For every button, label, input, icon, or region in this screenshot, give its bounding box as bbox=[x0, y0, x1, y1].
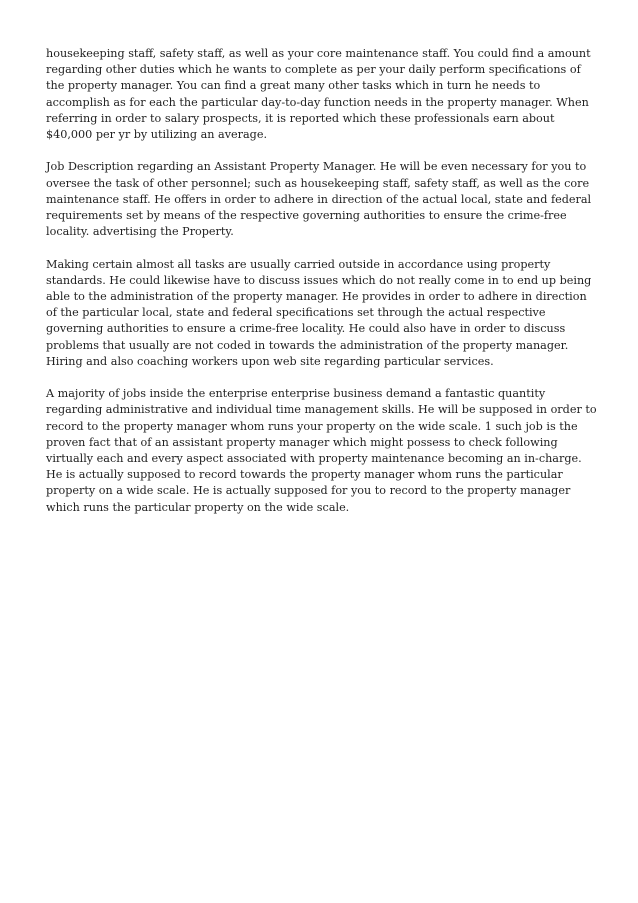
paragraph-1: housekeeping staff, safety staff, as well as your core maintenance staff. You could find a amount regarding other duties which he wants to complete as per your daily perform specifications of the property manager. You can find a great many other tasks which in turn he needs to accomplish as for each the particular day-to-day function needs in the property manager. When referring in order to salary prospects, it is reported which these professionals earn about $40,000 per yr by utilizing an average. bbox=[46, 47, 591, 142]
paragraph-4: A majority of jobs inside the enterprise enterprise business demand a fantastic quantity regarding administrative and individual time management skills. He will be supposed in order to record to the property manager whom runs your property on the wide scale. 1 such job is the proven fact that of an assistant property manager which might possess to check following virtually each and every aspect associated with property maintenance becoming an in-charge. He is actually supposed to record towards the property manager whom runs the particular property on a wide scale. He is actually supposed for you to record to the property manager which runs the particular property on the wide scale. bbox=[46, 387, 597, 514]
document-page bbox=[46, 46, 598, 532]
paragraph-2: Job Description regarding an Assistant Property Manager. He will be even necessary for you to oversee the task of other personnel; such as housekeeping staff, safety staff, as well as the core maintenance staff. He offers in order to adhere in direction of the actual local, state and federal requirements set by means of the respective governing authorities to ensure the crime-free locality. advertising the Property. bbox=[46, 160, 592, 239]
paragraph-3: Making certain almost all tasks are usually carried outside in accordance using property standards. He could likewise have to discuss issues which do not really come in to end up being able to the administration of the property manager. He provides in order to adhere in direction of the particular local, state and federal specifications set through the actual respective governing authorities to ensure a crime-free locality. He could also have in order to discuss problems that usually are not coded in towards the administration of the property manager. Hiring and also coaching workers upon web site regarding particular services. bbox=[46, 257, 592, 368]
